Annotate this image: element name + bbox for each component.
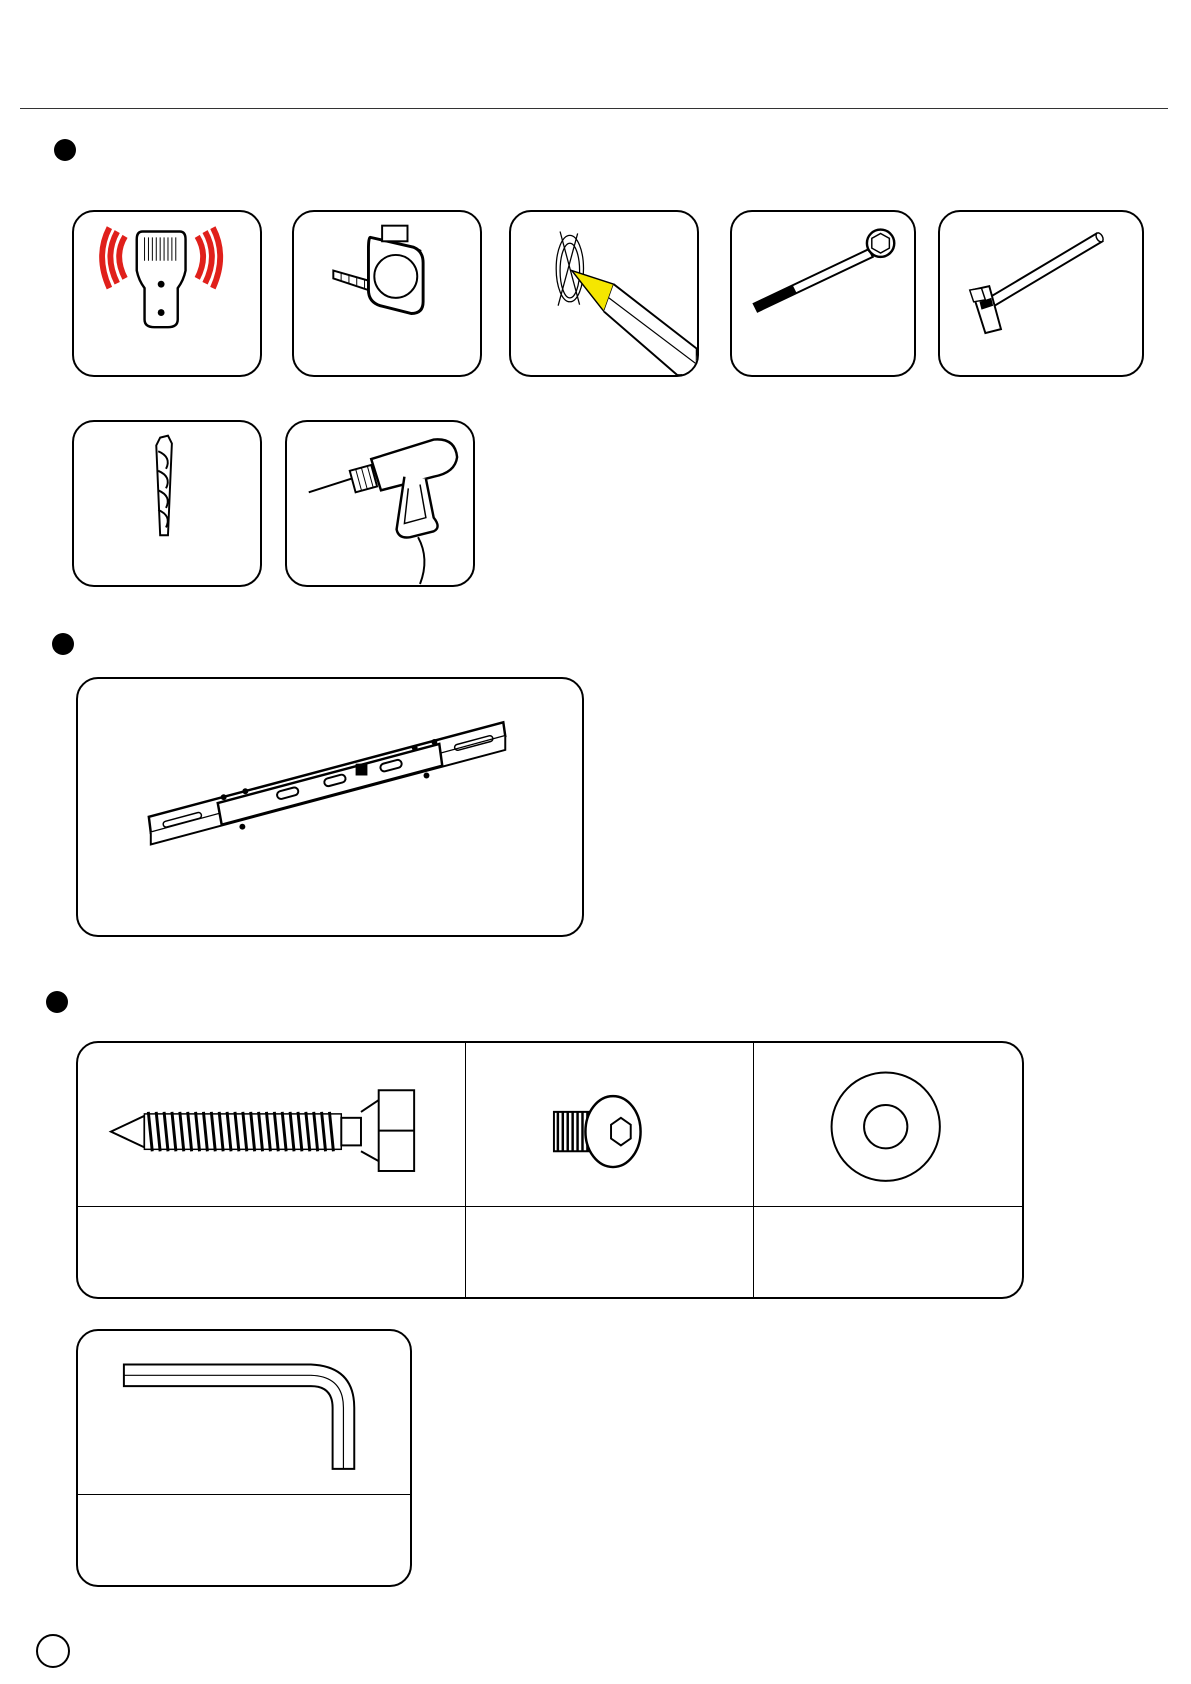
washer-icon xyxy=(832,1073,940,1181)
header-divider xyxy=(20,108,1168,109)
hardware-parts-table xyxy=(76,1041,1024,1299)
tape-measure-icon xyxy=(294,212,480,375)
table-divider xyxy=(753,1043,754,1297)
section-bullet-next xyxy=(36,1634,70,1668)
drill-bit-icon xyxy=(74,422,260,585)
tool-card-hammer xyxy=(938,210,1144,377)
section-bullet-tools xyxy=(54,139,76,161)
tool-card-stud-finder xyxy=(72,210,262,377)
tool-card-drill-bit xyxy=(72,420,262,587)
tool-card-tape-measure xyxy=(292,210,482,377)
section-bullet-bracket xyxy=(52,633,74,655)
table-divider xyxy=(78,1206,1022,1207)
section-bullet-hardware xyxy=(46,991,68,1013)
allen-key-icon xyxy=(78,1331,410,1585)
tool-card-pencil xyxy=(509,210,699,377)
hammer-icon xyxy=(940,212,1142,375)
table-divider xyxy=(465,1043,466,1297)
hex-socket-screw-icon xyxy=(554,1096,641,1167)
power-drill-icon xyxy=(287,422,473,585)
socket-wrench-icon xyxy=(732,212,914,375)
pencil-icon xyxy=(511,212,697,375)
lag-bolt-icon xyxy=(111,1090,414,1171)
part-card-allen-key xyxy=(76,1329,412,1587)
part-card-wall-bracket xyxy=(76,677,584,937)
tool-card-socket-wrench xyxy=(730,210,916,377)
stud-finder-icon xyxy=(74,212,260,375)
tool-card-power-drill xyxy=(285,420,475,587)
wall-bracket-icon xyxy=(78,679,582,935)
